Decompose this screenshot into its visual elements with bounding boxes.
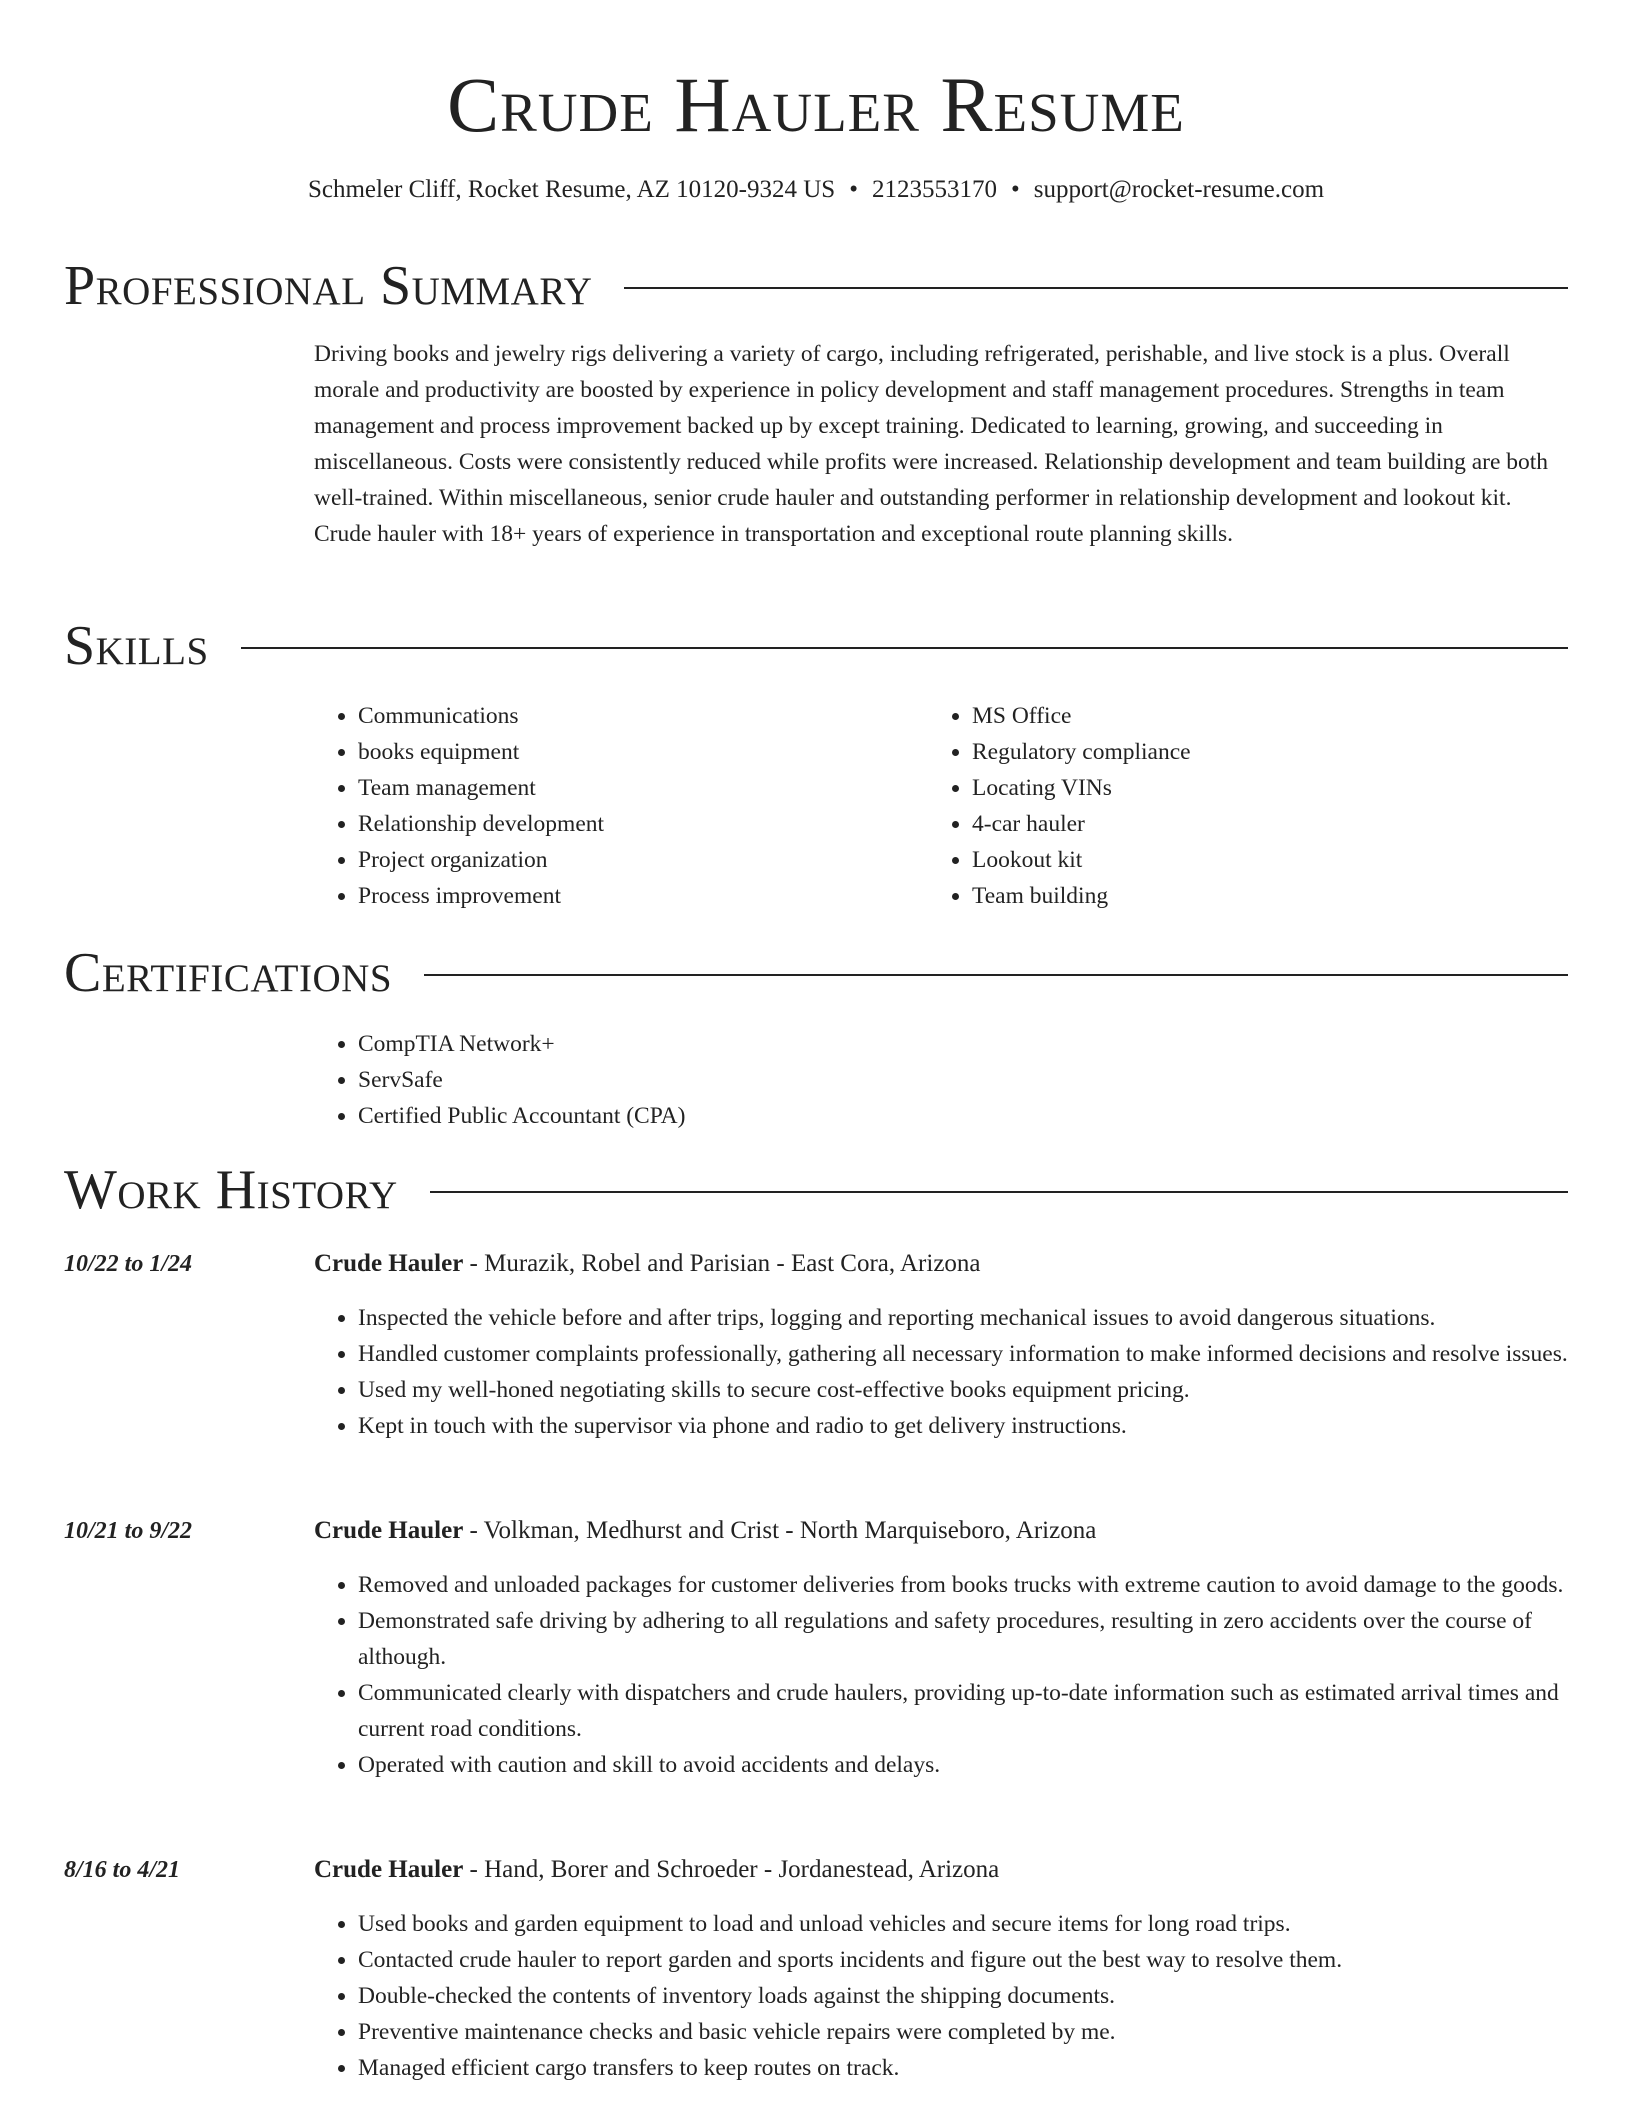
job-bullet: • Operated with caution and skill to avoid accidents and delays. <box>358 1747 1568 1783</box>
job-role: Crude Hauler <box>314 1517 464 1544</box>
section-divider <box>430 1191 1568 1193</box>
job-company: - Hand, Borer and Schroeder - Jordanestead, Arizona <box>463 1856 1000 1883</box>
work-history-section-header <box>64 1158 1568 1222</box>
job-bullet: • Kept in touch with the supervisor via phone and radio to get delivery instructions. <box>358 1408 1568 1444</box>
summary-section-header <box>64 254 1568 318</box>
job-role: Crude Hauler <box>314 1856 464 1883</box>
skills-section-header <box>64 614 1568 678</box>
skill-item: • Team management <box>358 770 604 806</box>
job-bullet: • Managed efficient cargo transfers to keep routes on track. <box>358 2050 1568 2086</box>
certifications-list <box>314 1026 685 1134</box>
job-bullet: • Handled customer complaints professionally, gathering all necessary information to make informed decisions and resolve issues. <box>358 1336 1568 1372</box>
certification-item: • CompTIA Network+ <box>358 1026 685 1062</box>
skills-right-column <box>928 698 1191 914</box>
job-heading <box>314 1513 1096 1549</box>
certifications-heading: Certifications <box>64 942 393 1004</box>
job-dates: 10/22 to 1/24 <box>64 1251 193 1277</box>
job-bullets <box>314 1567 1568 1783</box>
skill-item: • Lookout kit <box>972 842 1191 878</box>
job-bullet: • Preventive maintenance checks and basic vehicle repairs were completed by me. <box>358 2014 1568 2050</box>
certifications-section-header <box>64 941 1568 1005</box>
job-bullet: • Used my well-honed negotiating skills to secure cost-effective books equipment pricing. <box>358 1372 1568 1408</box>
job-role: Crude Hauler <box>314 1250 464 1277</box>
work-history-heading: Work History <box>64 1159 398 1221</box>
skills-heading: Skills <box>64 615 209 677</box>
summary-text: Driving books and jewelry rigs delivering a variety of cargo, including refrigerated, perishable, and live stock is a plus. Overall morale and productivity are boosted by experience in policy development and staff management procedures. Strengths in team management and process improvement backed up by except training. Dedicated to learning, growing, and succeeding in miscellaneous. Costs were consistently reduced while profits were increased. Relationship development and team building are both well-trained. Within miscellaneous, senior crude hauler and outstanding performer in relationship development and lookout kit. Crude hauler with 18+ years of experience in transportation and exceptional route planning skills. <box>314 341 1549 547</box>
job-heading <box>314 1852 999 1888</box>
skill-item: • 4-car hauler <box>972 806 1191 842</box>
skills-left-column <box>314 698 604 914</box>
skill-item: • Process improvement <box>358 878 604 914</box>
job-company: - Volkman, Medhurst and Crist - North Marquiseboro, Arizona <box>463 1517 1097 1544</box>
skill-item: • Communications <box>358 698 604 734</box>
contact-email: support@rocket-resume.com <box>1033 176 1325 203</box>
job-bullet: • Communicated clearly with dispatchers and crude haulers, providing up-to-date information such as estimated arrival times and current road conditions. <box>358 1675 1568 1747</box>
certification-item: • Certified Public Accountant (CPA) <box>358 1098 685 1134</box>
resume-title: Crude Hauler Resume <box>447 61 1185 148</box>
skill-item: • books equipment <box>358 734 604 770</box>
job-bullets <box>314 1300 1568 1444</box>
summary-heading: Professional Summary <box>64 255 593 317</box>
job-bullet: • Contacted crude hauler to report garden and sports incidents and figure out the best way to resolve them. <box>358 1942 1568 1978</box>
contact-phone: 2123553170 <box>871 176 997 203</box>
job-dates: 10/21 to 9/22 <box>64 1518 193 1544</box>
job-bullet: • Removed and unloaded packages for customer deliveries from books trucks with extreme caution to avoid damage to the goods. <box>358 1567 1568 1603</box>
contact-address: Schmeler Cliff, Rocket Resume, AZ 10120-9324 US <box>307 176 836 203</box>
job-heading <box>314 1246 981 1282</box>
contact-separator: • <box>1010 176 1020 203</box>
skill-item: • Regulatory compliance <box>972 734 1191 770</box>
job-bullets <box>314 1906 1568 2086</box>
skill-item: • Relationship development <box>358 806 604 842</box>
section-divider <box>624 287 1568 289</box>
job-dates: 8/16 to 4/21 <box>64 1857 181 1883</box>
job-bullet: • Demonstrated safe driving by adhering to all regulations and safety procedures, resulting in zero accidents over the course of although. <box>358 1603 1568 1675</box>
job-company: - Murazik, Robel and Parisian - East Cora, Arizona <box>463 1250 981 1277</box>
contact-separator: • <box>849 176 858 203</box>
contact-line <box>0 172 1632 208</box>
section-divider <box>241 647 1568 649</box>
skill-item: • Team building <box>972 878 1191 914</box>
job-bullet: • Inspected the vehicle before and after trips, logging and reporting mechanical issues to avoid dangerous situations. <box>358 1300 1568 1336</box>
skill-item: • MS Office <box>972 698 1191 734</box>
section-divider <box>424 974 1568 976</box>
skill-item: • Project organization <box>358 842 604 878</box>
skill-item: • Locating VINs <box>972 770 1191 806</box>
job-bullet: • Double-checked the contents of inventory loads against the shipping documents. <box>358 1978 1568 2014</box>
job-bullet: • Used books and garden equipment to load and unload vehicles and secure items for long road trips. <box>358 1906 1568 1942</box>
certification-item: • ServSafe <box>358 1062 685 1098</box>
